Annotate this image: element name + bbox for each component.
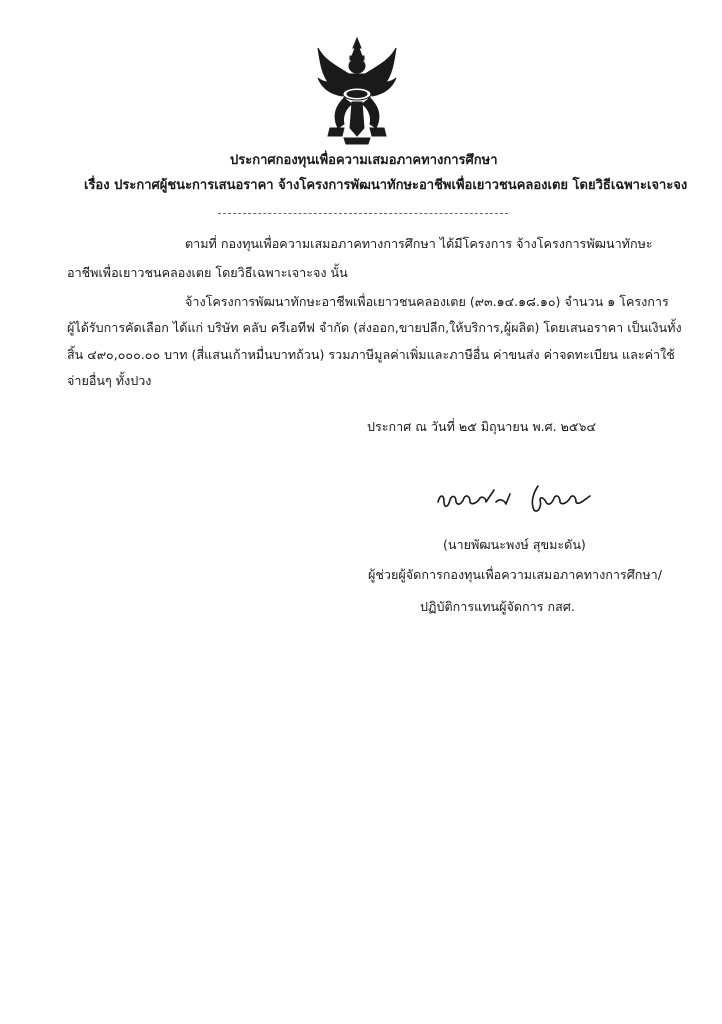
document-subject: เรื่อง ประกาศผู้ชนะการเสนอราคา จ้างโครงการพัฒนาทักษะอาชีพเพื่อเยาวชนคลองเตย โดยวิธีเฉพาะเจาะจง — [84, 178, 688, 193]
announcement-date: ประกาศ ณ วันที่ ๒๕ มิถุนายน พ.ศ. ๒๕๖๔ — [367, 419, 596, 434]
paragraph1-line1: ตามที่ กองทุนเพื่อความเสมอภาคทางการศึกษา ได้มีโครงการ จ้างโครงการพัฒนาทักษะ — [185, 236, 653, 251]
signatory-position-line2: ปฏิบัติการแทนผู้จัดการ กสศ. — [420, 599, 575, 614]
separator-line — [218, 213, 508, 214]
signatory-position-line1: ผู้ช่วยผู้จัดการกองทุนเพื่อความเสมอภาคทางการศึกษา/ — [368, 567, 662, 582]
garuda-emblem-icon — [314, 36, 400, 146]
document-title: ประกาศกองทุนเพื่อความเสมอภาคทางการศึกษา — [230, 153, 498, 168]
paragraph2-line3: สิ้น ๔๙๐,๐๐๐.๐๐ บาท (สี่แสนเก้าหมื่นบาทถ้วน) รวมภาษีมูลค่าเพิ่มและภาษีอื่น ค่าขนส่ง ค่าจดทะเบียน และค่าใช้ — [67, 347, 675, 362]
signatory-name: (นายพัฒนะพงษ์ สุขมะดัน) — [443, 537, 586, 552]
paragraph2-line4: จ่ายอื่นๆ ทั้งปวง — [67, 373, 152, 388]
paragraph1-line2: อาชีพเพื่อเยาวชนคลองเตย โดยวิธีเฉพาะเจาะจง นั้น — [67, 265, 348, 280]
paragraph2-line2: ผู้ได้รับการคัดเลือก ได้แก่ บริษัท คลับ ครีเอทีฟ จำกัด (ส่งออก,ขายปลีก,ให้บริการ,ผู้ผลิต) โดยเสนอราคา เป็นเงินทั้ง — [67, 320, 682, 335]
handwritten-signature-icon — [434, 480, 609, 520]
paragraph2-line1: จ้างโครงการพัฒนาทักษะอาชีพเพื่อเยาวชนคลองเตย (๙๓.๑๔.๑๘.๑๐) จำนวน ๑ โครงการ — [185, 294, 669, 309]
